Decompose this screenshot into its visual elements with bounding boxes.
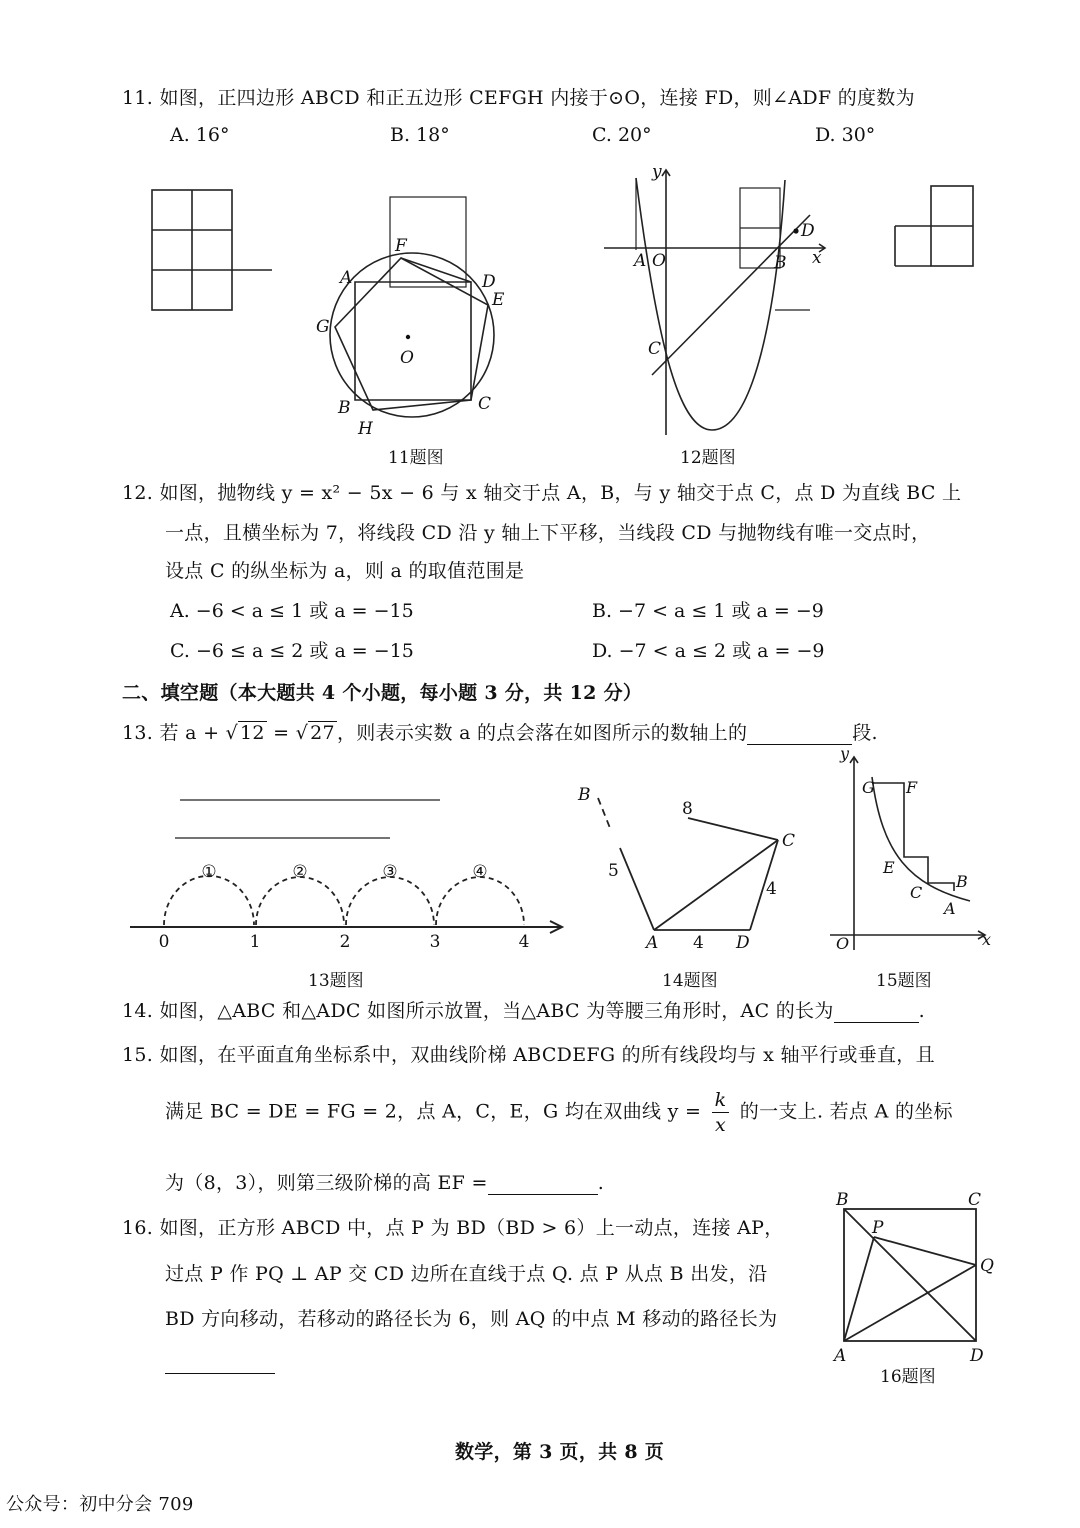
q13-sqrt12: 12: [240, 722, 265, 744]
label-o: O: [400, 348, 414, 368]
label-ab: 5: [608, 861, 619, 881]
label-c: C: [782, 831, 796, 851]
tick-0: 0: [158, 932, 170, 952]
q13-body: ，则表示实数 a 的点会落在如图所示的数轴上的: [336, 722, 748, 744]
q13-eq: =: [273, 722, 290, 744]
q14-end: .: [918, 1000, 925, 1022]
label-c: C: [478, 394, 492, 414]
q16-caption: 16题图: [880, 1367, 936, 1387]
q12-option-d: D. −7 < a ≤ 2 或 a = −9: [592, 640, 825, 662]
label-p: P: [872, 1218, 884, 1238]
q15-end: .: [597, 1172, 605, 1194]
q11-figure: [300, 185, 530, 445]
tick-3: 3: [429, 932, 441, 952]
q13-suffix: 段.: [852, 722, 878, 744]
label-a: A: [340, 268, 353, 288]
label-o: O: [652, 251, 666, 271]
label-b: B: [338, 398, 351, 418]
q15-answer-blank[interactable]: [488, 1176, 598, 1195]
label-d: D: [482, 272, 496, 292]
q15-line3-text: 为（8，3），则第三级阶梯的高 EF =: [165, 1172, 488, 1194]
label-q: Q: [980, 1256, 994, 1276]
label-f: F: [395, 236, 407, 256]
q11-caption: 11题图: [388, 448, 444, 468]
label-a: A: [834, 1346, 847, 1366]
q11-option-a: A. 16°: [170, 124, 230, 146]
segment-2: ②: [292, 862, 308, 882]
q12-grid-right: [885, 180, 985, 280]
label-a: A: [944, 899, 956, 918]
q15-line2b: 的一支上. 若点 A 的坐标: [739, 1100, 953, 1123]
q16-answer-blank[interactable]: [165, 1355, 275, 1374]
label-c: C: [968, 1190, 982, 1210]
tick-2: 2: [339, 932, 351, 952]
label-bc: 8: [682, 799, 693, 819]
watermark: 公众号：初中分会 709: [6, 1494, 194, 1515]
q14-caption: 14题图: [662, 971, 718, 991]
q11-grid-left: [140, 180, 280, 320]
label-cd: 4: [766, 879, 777, 899]
label-x: x: [982, 930, 992, 949]
q15-caption: 15题图: [876, 971, 932, 991]
q15-fraction: [712, 1088, 730, 1137]
q13-text: 13. 若 a + √ 12 = √ 27 ，则表示实数 a 的点会落在如图所示的数轴上的 段.: [122, 722, 878, 744]
q14-figure: [570, 778, 810, 958]
label-b: B: [578, 785, 591, 805]
label-c: C: [910, 883, 923, 902]
q11-option-b: B. 18°: [390, 124, 450, 146]
label-g: G: [316, 317, 330, 337]
q15-figure: [820, 745, 1000, 960]
q14-answer-blank[interactable]: [834, 1004, 919, 1023]
q12-option-a: A. −6 < a ≤ 1 或 a = −15: [170, 600, 414, 622]
label-b: B: [956, 872, 968, 891]
q12-line2: 一点，且横坐标为 7，将线段 CD 沿 y 轴上下平移，当线段 CD 与抛物线有唯一交点时，: [165, 522, 931, 544]
q16-line3: BD 方向移动，若移动的路径长为 6，则 AQ 的中点 M 移动的路径长为: [165, 1308, 778, 1330]
q13-figure: [120, 790, 570, 960]
tick-1: 1: [249, 932, 261, 952]
label-d: D: [970, 1346, 984, 1366]
q15-line2: [165, 1088, 953, 1137]
q12-figure: [600, 160, 840, 445]
tick-4: 4: [518, 932, 530, 952]
q16-line1: 16. 如图，正方形 ABCD 中，点 P 为 BD（BD > 6）上一动点，连接 AP，: [122, 1217, 784, 1239]
square-abcd: [355, 282, 471, 400]
q11-text: 11. 如图，正四边形 ABCD 和正五边形 CEFGH 内接于⊙O，连接 FD，则∠ADF 的度数为: [122, 87, 915, 109]
segment-1: ①: [201, 862, 217, 882]
q15-line2a: 满足 BC = DE = FG = 2，点 A，C，E，G 均在双曲线 y =: [165, 1100, 702, 1123]
q12-line1: 12. 如图，抛物线 y = x² − 5x − 6 与 x 轴交于点 A，B，与 y 轴交于点 C，点 D 为直线 BC 上: [122, 482, 962, 504]
parabola: [636, 178, 785, 430]
label-y: y: [652, 162, 662, 182]
label-e: E: [883, 858, 895, 877]
q15-line3: [165, 1168, 604, 1195]
q15-line1: 15. 如图，在平面直角坐标系中，双曲线阶梯 ABCDEFG 的所有线段均与 x 轴平行或垂直，且: [122, 1044, 935, 1066]
q14-text: [122, 996, 925, 1023]
q16-figure: [828, 1185, 1008, 1385]
label-o: O: [836, 934, 850, 953]
label-c: C: [648, 339, 662, 359]
q13-sqrt27: 27: [310, 722, 335, 744]
q15-frac-num: k: [712, 1088, 730, 1113]
label-d: D: [736, 933, 750, 953]
section-title: 二、填空题（本大题共 4 个小题，每小题 3 分，共 12 分）: [122, 682, 643, 704]
label-g: G: [862, 778, 875, 797]
segment-4: ④: [472, 862, 488, 882]
q16-line4: [165, 1352, 275, 1374]
label-f: F: [906, 778, 918, 797]
segment-pq: [874, 1237, 976, 1265]
q13-prefix: 13. 若 a +: [122, 722, 220, 744]
segment-3: ③: [382, 862, 398, 882]
label-h: H: [358, 419, 373, 439]
q13-caption: 13题图: [308, 971, 364, 991]
q12-caption: 12题图: [680, 448, 736, 468]
q14-body: 14. 如图，△ABC 和△ADC 如图所示放置，当△ABC 为等腰三角形时，AC 的长为: [122, 1000, 834, 1022]
label-ad: 4: [693, 933, 704, 953]
label-e: E: [492, 290, 505, 310]
q16-line2: 过点 P 作 PQ ⊥ AP 交 CD 边所在直线于点 Q. 点 P 从点 B 出发，沿: [165, 1263, 768, 1285]
q15-frac-den: x: [715, 1114, 727, 1136]
line-bc: [652, 215, 810, 375]
label-y: y: [840, 745, 850, 763]
label-b: B: [836, 1190, 849, 1210]
q12-line3: 设点 C 的纵坐标为 a，则 a 的取值范围是: [165, 560, 525, 582]
q11-option-c: C. 20°: [592, 124, 652, 146]
label-b: B: [774, 253, 787, 273]
label-x: x: [812, 248, 822, 268]
q13-answer-blank[interactable]: [747, 726, 852, 745]
page-footer: 数学，第 3 页，共 8 页: [455, 1441, 665, 1463]
q11-option-d: D. 30°: [815, 124, 876, 146]
label-d: D: [801, 221, 815, 241]
label-a: A: [634, 251, 647, 271]
label-a: A: [646, 933, 659, 953]
segment-aq: [844, 1265, 976, 1341]
q12-option-b: B. −7 < a ≤ 1 或 a = −9: [592, 600, 824, 622]
q12-option-c: C. −6 ≤ a ≤ 2 或 a = −15: [170, 640, 414, 662]
